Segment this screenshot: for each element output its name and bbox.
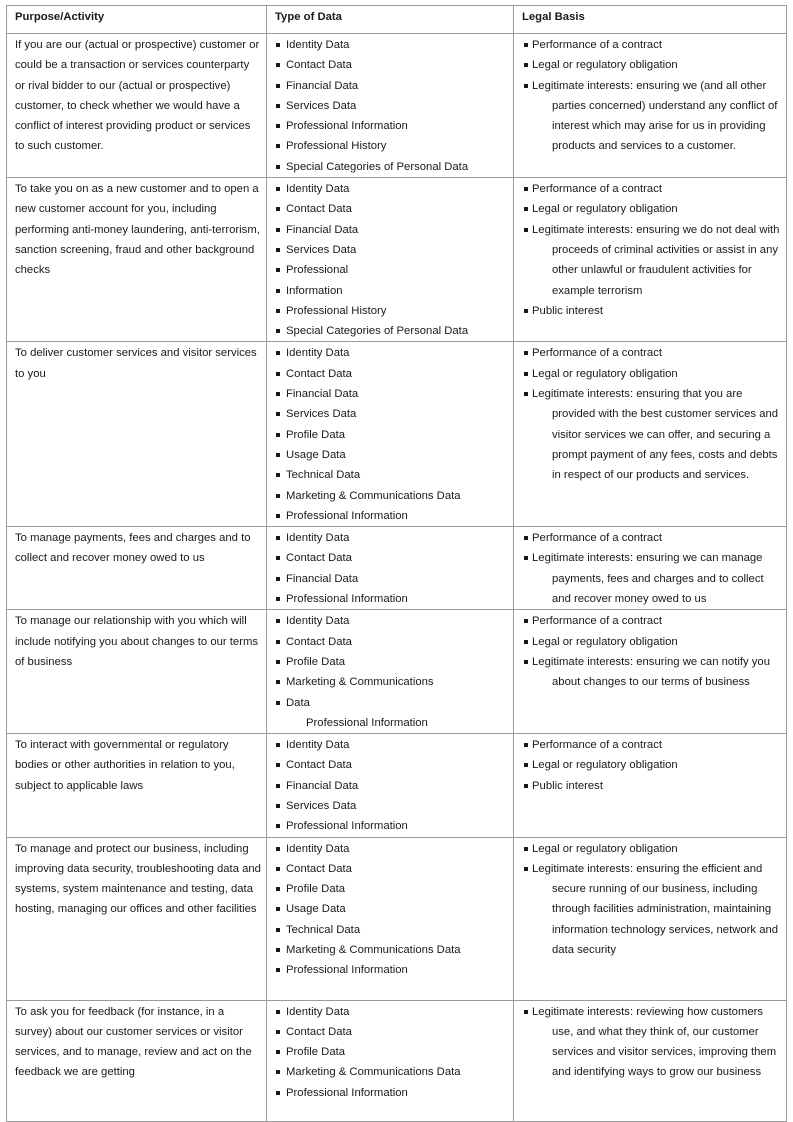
table-row [7, 527, 787, 610]
data-cell [267, 527, 514, 610]
data-item: Contact Data [275, 632, 509, 652]
basis-item: Performance of a contract [522, 35, 782, 55]
purpose-cell: To manage payments, fees and charges and to collect and recover money owed to us [7, 527, 267, 610]
data-cell [267, 734, 514, 837]
data-item: Professional Information [275, 116, 509, 136]
data-item: Profile Data [275, 1042, 509, 1062]
data-item: Identity Data [275, 839, 509, 859]
data-item: Identity Data [275, 179, 509, 199]
data-item: Contact Data [275, 1022, 509, 1042]
header-type-of-data: Type of Data [267, 6, 514, 34]
basis-item: Legitimate interests: ensuring we can manage payments, fees and charges and to collect and recover money owed to us [522, 548, 782, 609]
data-cell [267, 837, 514, 1000]
purpose-cell: To manage and protect our business, including improving data security, troubleshooting data and systems, system maintenance and testing, data hosting, managing our offices and other facilities [7, 837, 267, 1000]
data-item: Financial Data [275, 220, 509, 240]
purpose-cell: If you are our (actual or prospective) customer or could be a transaction or services counterparty or rival bidder to our (actual or prospective) customer, to check whether we would have a conflict of interest providing product or services to such customer. [7, 34, 267, 178]
data-item: Identity Data [275, 35, 509, 55]
basis-item: Legal or regulatory obligation [522, 199, 782, 219]
data-item: Financial Data [275, 384, 509, 404]
purpose-cell: To ask you for feedback (for instance, in a survey) about our customer services or visitor services, and to manage, review and act on the feedback we are getting [7, 1000, 267, 1121]
basis-item: Legal or regulatory obligation [522, 755, 782, 775]
data-item: Marketing & Communications Data [275, 1062, 509, 1082]
data-item: Professional Information [306, 716, 428, 729]
table-row [7, 34, 787, 178]
purpose-cell: To interact with governmental or regulatory bodies or other authorities in relation to you, subject to applicable laws [7, 734, 267, 837]
basis-item: Legal or regulatory obligation [522, 55, 782, 75]
basis-item: Public interest [522, 776, 782, 796]
purpose-cell: To manage our relationship with you which will include notifying you about changes to our terms of business [7, 610, 267, 734]
data-item: Profile Data [275, 425, 509, 445]
data-item: Technical Data [275, 920, 509, 940]
basis-item: Performance of a contract [522, 343, 782, 363]
basis-item: Legal or regulatory obligation [522, 839, 782, 859]
data-item: Data [275, 693, 509, 713]
basis-item: Legal or regulatory obligation [522, 364, 782, 384]
table-row [7, 837, 787, 1000]
basis-item: Legitimate interests: ensuring that you are provided with the best customer services and visitor services we can offer, and securing a prompt payment of any fees, costs and debts in respect of our products and services. [522, 384, 782, 485]
basis-cell [514, 734, 787, 837]
header-legal-basis: Legal Basis [514, 6, 787, 34]
data-cell [267, 1000, 514, 1121]
header-row [7, 6, 787, 34]
data-item: Contact Data [275, 859, 509, 879]
data-item: Financial Data [275, 76, 509, 96]
basis-cell [514, 178, 787, 342]
data-item: Identity Data [275, 343, 509, 363]
data-item: Contact Data [275, 364, 509, 384]
data-item: Financial Data [275, 776, 509, 796]
purpose-cell: To take you on as a new customer and to open a new customer account for you, including performing anti-money laundering, anti-terrorism, sanction screening, fraud and other background checks [7, 178, 267, 342]
data-item: Marketing & Communications Data [275, 486, 509, 506]
data-item: Profile Data [275, 652, 509, 672]
data-item: Professional Information [275, 960, 509, 980]
table-row [7, 1000, 787, 1121]
data-item: Special Categories of Personal Data [275, 157, 509, 177]
basis-item: Legal or regulatory obligation [522, 632, 782, 652]
data-item: Professional History [275, 136, 509, 156]
data-item: Identity Data [275, 611, 509, 631]
data-item: Professional History [275, 301, 509, 321]
data-item: Financial Data [275, 569, 509, 589]
data-item: Identity Data [275, 735, 509, 755]
basis-cell [514, 527, 787, 610]
data-item: Marketing & Communications [275, 672, 509, 692]
basis-item: Legitimate interests: ensuring we do not deal with proceeds of criminal activities or assist in any other unlawful or fraudulent activities for example terrorism [522, 220, 782, 301]
basis-item: Performance of a contract [522, 735, 782, 755]
data-item: Contact Data [275, 55, 509, 75]
basis-item: Legitimate interests: ensuring we can notify you about changes to our terms of business [522, 652, 782, 693]
basis-cell [514, 837, 787, 1000]
basis-item: Legitimate interests: reviewing how customers use, and what they think of, our customer services and visitor services, improving them and identifying ways to grow our business [522, 1002, 782, 1083]
data-item: Professional Information [275, 816, 509, 836]
basis-item: Legitimate interests: ensuring the efficient and secure running of our business, including through facilities administration, maintaining information technology services, network and data security [522, 859, 782, 960]
data-cell [267, 178, 514, 342]
legal-basis-table [6, 5, 787, 1122]
table-row [7, 178, 787, 342]
basis-cell [514, 342, 787, 527]
data-item: Identity Data [275, 528, 509, 548]
data-item: Professional Information [275, 506, 509, 526]
data-item: Contact Data [275, 199, 509, 219]
purpose-cell: To deliver customer services and visitor services to you [7, 342, 267, 527]
data-item: Professional Information [275, 1083, 509, 1103]
basis-item: Performance of a contract [522, 611, 782, 631]
data-cell [267, 342, 514, 527]
data-item: Profile Data [275, 879, 509, 899]
data-item: Professional Information [275, 589, 509, 609]
data-item: Services Data [275, 796, 509, 816]
data-item: Usage Data [275, 899, 509, 919]
header-purpose: Purpose/Activity [7, 6, 267, 34]
data-item: Contact Data [275, 755, 509, 775]
basis-item: Performance of a contract [522, 528, 782, 548]
basis-item: Performance of a contract [522, 179, 782, 199]
table-row [7, 342, 787, 527]
data-item: Services Data [275, 240, 509, 260]
table-row [7, 610, 787, 734]
basis-cell [514, 34, 787, 178]
basis-item: Legitimate interests: ensuring we (and all other parties concerned) understand any conflict of interest which may arise for us in providing products and services to a customer. [522, 76, 782, 157]
data-item: Information [275, 281, 509, 301]
data-item: Contact Data [275, 548, 509, 568]
data-item: Professional [275, 260, 509, 280]
data-cell [267, 34, 514, 178]
data-item: Technical Data [275, 465, 509, 485]
basis-cell [514, 1000, 787, 1121]
data-item: Marketing & Communications Data [275, 940, 509, 960]
basis-item: Public interest [522, 301, 782, 321]
data-cell [267, 610, 514, 734]
table-row [7, 734, 787, 837]
data-item: Special Categories of Personal Data [275, 321, 509, 341]
basis-cell [514, 610, 787, 734]
data-item: Services Data [275, 96, 509, 116]
data-item: Services Data [275, 404, 509, 424]
data-item: Usage Data [275, 445, 509, 465]
data-item: Identity Data [275, 1002, 509, 1022]
